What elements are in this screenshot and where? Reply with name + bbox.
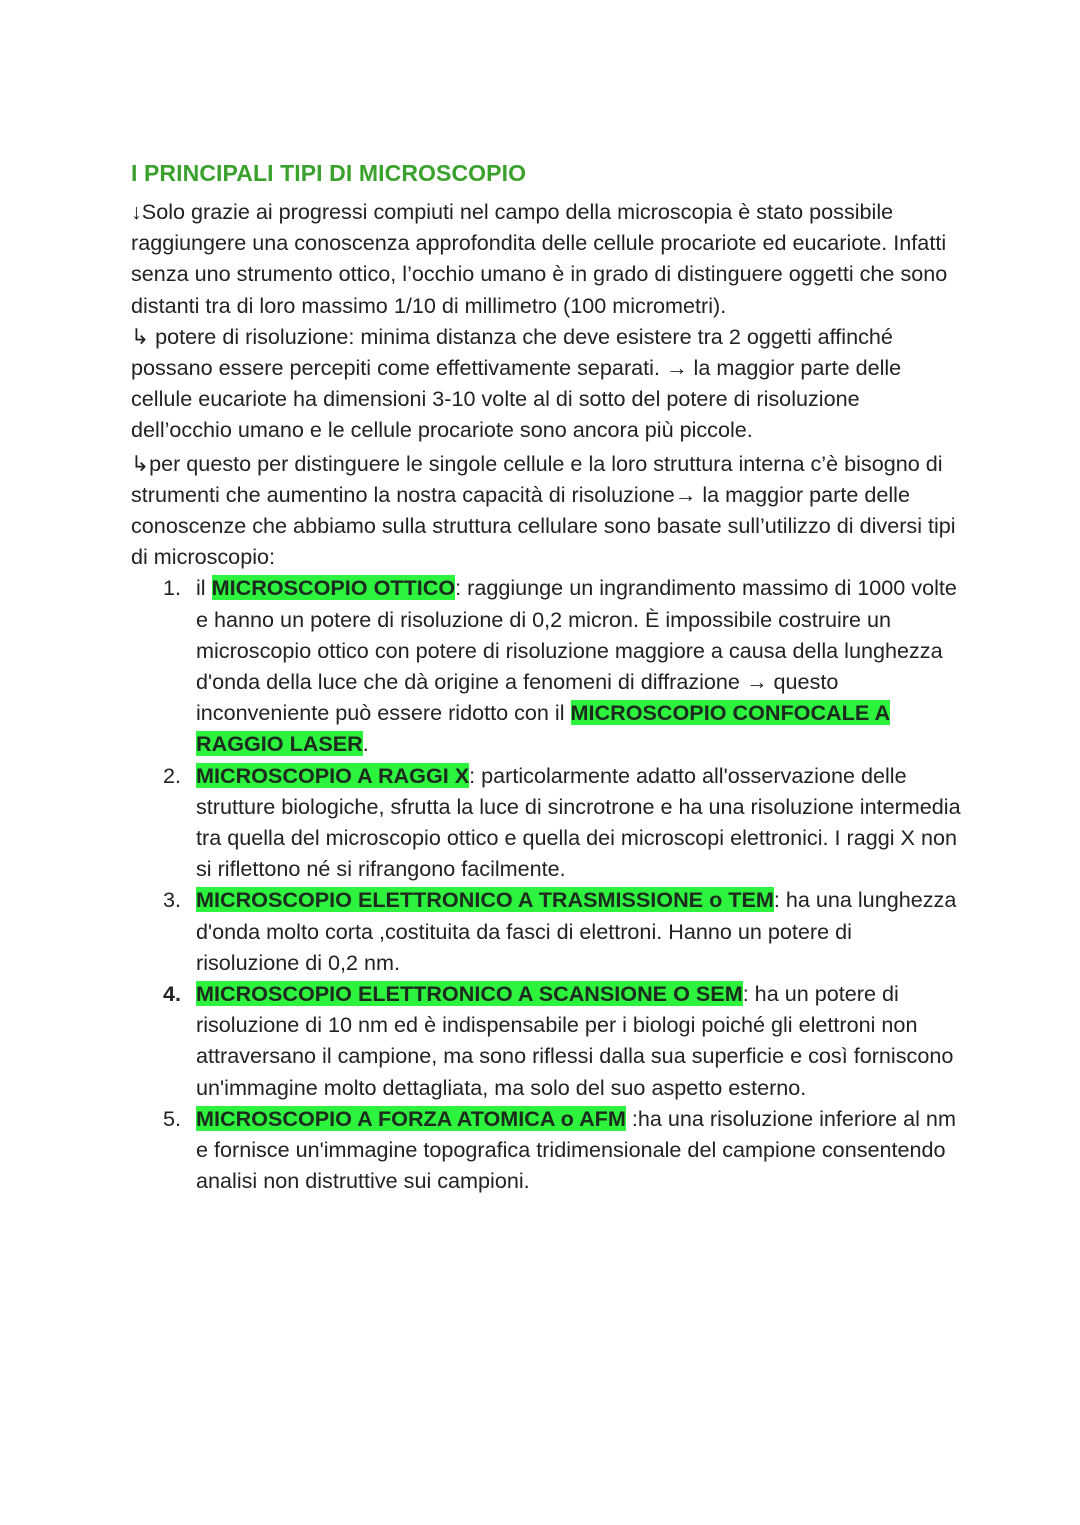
list-item-tem xyxy=(131,884,961,978)
highlighted-term: MICROSCOPIO ELETTRONICO A SCANSIONE O SEM xyxy=(196,981,743,1007)
item-description: : ha una lunghezza d'onda molto corta ,costituita da fasci di elettroni. Hanno un potere di risoluzione di 0,2 nm. xyxy=(196,887,957,975)
item-prefix: il xyxy=(196,575,212,601)
list-number: 4. xyxy=(163,981,182,1007)
highlighted-term: MICROSCOPIO OTTICO xyxy=(211,575,456,601)
highlighted-term: MICROSCOPIO ELETTRONICO A TRASMISSIONE o TEM xyxy=(196,887,774,913)
list-item-afm xyxy=(131,1103,961,1197)
list-item-sem xyxy=(131,978,961,1103)
list-item-xray xyxy=(131,760,961,885)
highlighted-term-secondary: MICROSCOPIO CONFOCALE A RAGGIO LASER xyxy=(196,700,891,757)
highlighted-term: MICROSCOPIO A RAGGI X xyxy=(196,762,470,788)
item-description: : raggiunge un ingrandimento massimo di 1000 volte e hanno un potere di risoluzione di 0,2 micron. È impossibile costruire un microscopio ottico con potere di risoluzione maggiore a causa della lunghezza d'onda della luce che dà origine a fenomeni di diffrazione → questo inconveniente può essere ridotto con il xyxy=(196,575,957,726)
item-description: :ha una risoluzione inferiore al nm e fornisce un'immagine topografica tridimensionale del campione consentendo analisi non distruttive sui campioni. xyxy=(196,1105,956,1194)
highlighted-term: MICROSCOPIO A FORZA ATOMICA o AFM xyxy=(196,1105,626,1131)
microscope-list xyxy=(131,572,961,1196)
item-description: : particolarmente adatto all'osservazione delle strutture biologiche, sfrutta la luce di sincrotrone e ha una risoluzione intermedia tra quella del microscopio ottico e quella dei microscopi elettronici. I raggi X non si riflettono né si rifrangono facilmente. xyxy=(196,762,961,882)
page-title: I PRINCIPALI TIPI DI MICROSCOPIO xyxy=(131,160,527,186)
item-suffix: . xyxy=(362,731,369,757)
need-paragraph: ↳per questo per distinguere le singole cellule e la loro struttura interna c’è bisogno di strumenti che aumentino la nostra capacità di risoluzione→ la maggior parte delle conoscenze che abbiamo sulla struttura cellulare sono basate sull’utilizzo di diversi tipi di microscopio: xyxy=(131,450,956,570)
list-number: 2. xyxy=(163,762,182,788)
item-description: : ha un potere di risoluzione di 10 nm ed è indispensabile per i biologi poiché gli elettroni non attraversano il campione, ma sono riflessi dalla sua superficie e così forniscono un'immagine molto dettagliata, ma solo del suo aspetto esterno. xyxy=(196,981,954,1100)
intro-paragraph: ↓Solo grazie ai progressi compiuti nel campo della microscopia è stato possibile raggiungere una conoscenza approfondita delle cellule procariote ed eucariote. Infatti senza uno strumento ottico, l’occhio umano è in grado di distinguere oggetti che sono distanti tra di loro massimo 1/10 di millimetro (100 micrometri). xyxy=(131,199,948,318)
list-number: 5. xyxy=(163,1105,182,1131)
document-body xyxy=(131,196,961,1197)
list-number: 1. xyxy=(163,575,182,601)
resolution-paragraph: ↳ potere di risoluzione: minima distanza che deve esistere tra 2 oggetti affinché possano essere percepiti come effettivamente separati. → la maggior parte delle cellule eucariote ha dimensioni 3-10 volte al di sotto del potere di risoluzione dell’occhio umano e le cellule procariote sono ancora più piccole. xyxy=(131,323,902,443)
list-item-optical xyxy=(131,572,961,759)
list-number: 3. xyxy=(163,887,182,913)
